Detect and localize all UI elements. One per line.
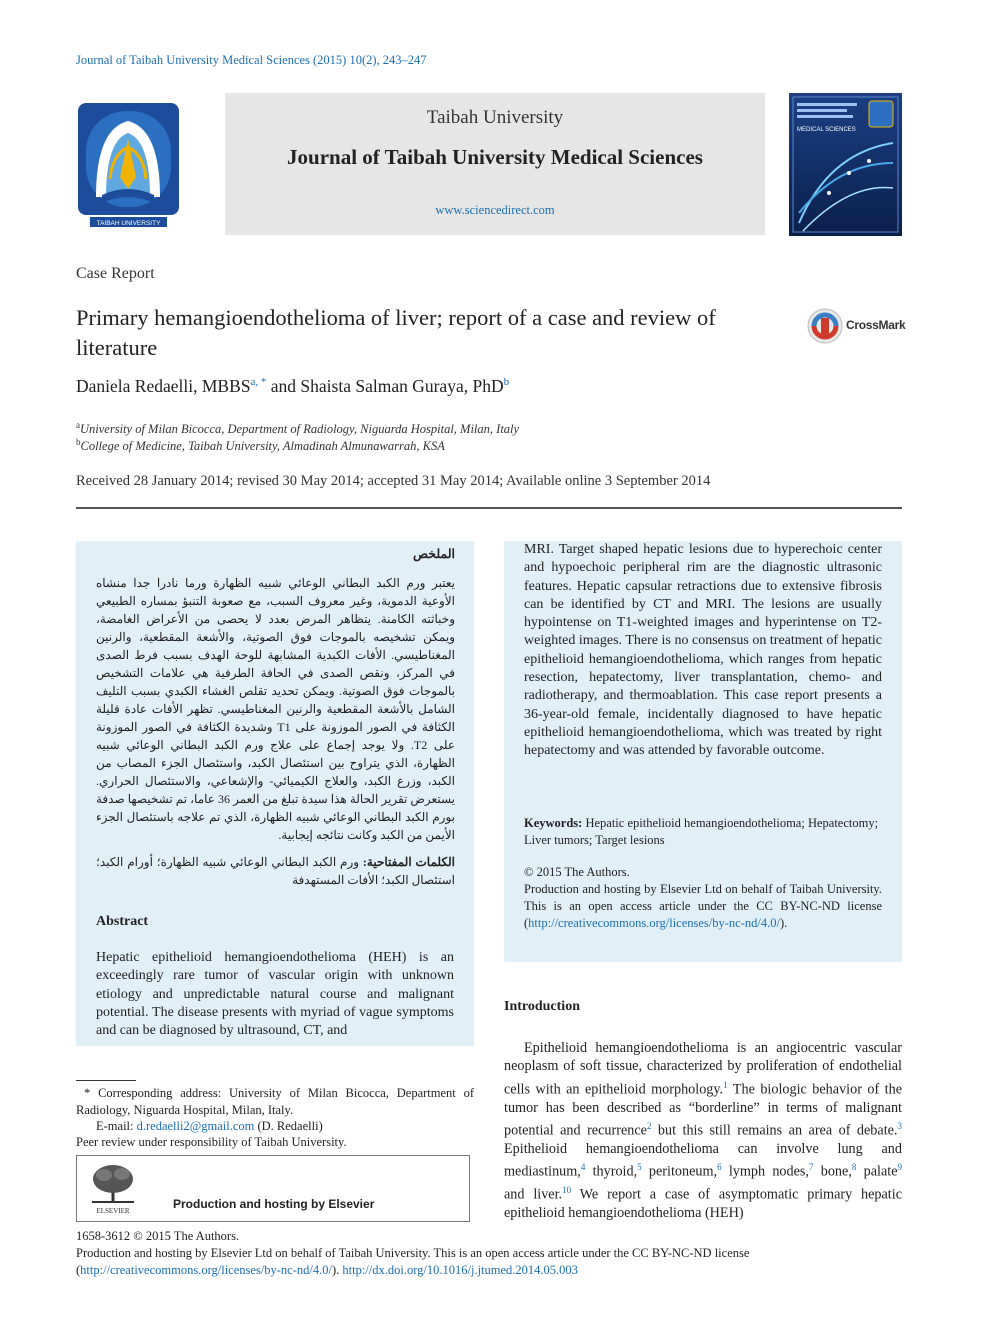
taibah-university-logo (76, 99, 181, 231)
university-name: Taibah University (426, 107, 564, 128)
introduction-heading: Introduction (504, 999, 580, 1014)
running-head: Journal of Taibah University Medical Sciences (2015) 10(2), 243–247 (76, 53, 427, 67)
footer-license-statement (76, 1245, 902, 1279)
email-link[interactable]: d.redaelli2@gmail.com (136, 1119, 255, 1133)
introduction-paragraph (504, 1039, 902, 1223)
intro-text-10: and liver. (504, 1187, 563, 1204)
citation-6[interactable]: 6 (717, 1162, 722, 1173)
citation-8[interactable]: 8 (851, 1162, 857, 1173)
author-list (76, 376, 509, 397)
journal-name: Journal of Taibah University Medical Sciences (287, 145, 703, 169)
article-title: Primary hemangioendothelioma of liver; report of a case and review of literature (76, 305, 716, 360)
abstract-copyright (524, 864, 882, 932)
crossmark-badge[interactable] (806, 307, 906, 345)
arabic-keywords-label: الكلمات المفتاحية: (362, 855, 455, 869)
corresponding-address: * Corresponding address: University of Milan Bicocca, Department of Radiology, Niguarda Hospital, Milan, Italy. (76, 1086, 474, 1117)
author-2-affiliation-mark[interactable]: b (503, 376, 510, 389)
affiliation-a (76, 420, 519, 437)
author-1-name: Daniela Redaelli, MBBS (76, 376, 251, 396)
article-type: Case Report (76, 265, 155, 282)
hosting-statement (524, 881, 882, 932)
header-divider (76, 507, 902, 509)
citation-1[interactable]: 1 (723, 1079, 728, 1090)
citation-7[interactable]: 7 (808, 1162, 814, 1173)
peer-review-note: Peer review under responsibility of Taibah University. (76, 1135, 347, 1149)
arabic-abstract-heading: الملخص (412, 547, 455, 561)
keywords-text: Hepatic epithelioid hemangioendothelioma; Hepatectomy; Liver tumors; Target lesions (524, 816, 879, 847)
intro-text-5: thyroid, (585, 1163, 638, 1180)
keywords (524, 815, 882, 849)
crossmark-icon (806, 307, 844, 345)
intro-text-11: We report a case of asymptomatic primary hepatic epithelioid hemangioendothelioma (HEH) (504, 1187, 902, 1222)
elsevier-tree-logo (86, 1161, 140, 1216)
svg-text:MEDICAL SCIENCES: MEDICAL SCIENCES (797, 127, 856, 133)
keywords-label: Keywords: (524, 816, 583, 830)
email-line (76, 1118, 474, 1135)
intro-text-9: palate (856, 1163, 898, 1180)
intro-text-4: Epithelioid hemangioendothelioma can involve lung and mediastinum, (504, 1140, 902, 1180)
author-1-affiliation-mark[interactable]: a, * (250, 376, 267, 389)
citation-9[interactable]: 9 (897, 1162, 902, 1173)
author-2-name: Shaista Salman Guraya, PhD (300, 376, 504, 396)
article-dates: Received 28 January 2014; revised 30 May 2014; accepted 31 May 2014; Available online 3 September 2014 (76, 473, 711, 489)
intro-text-8: bone, (813, 1163, 852, 1180)
license-link[interactable]: http://creativecommons.org/licenses/by-nc-nd/4.0/ (528, 916, 780, 930)
abstract-text-part2: MRI. Target shaped hepatic lesions due to hyperechoic center and hypoechoic peripheral rim are the diagnostic ultrasonic features. Hepatic capsular retractions due to extensive fibrosis can be identified by CT and MRI. The lesions are usually hypointense on T1-weighted images and hyperintense on T2-weighted images. There is no consensus on treatment of hepatic epithelioid hemangioendothelioma, which ranges from hepatic resection, hepatectomy, liver transplantation, chemo- and radiotherapy, and thermoablation. This case report presents a 36-year-old female, incidentally diagnosed to have hepatic epithelioid hemangioendothelioma, which was treated by right hepatectomy and was attended by favorable outcome. (524, 542, 882, 759)
footer-license-link[interactable]: http://creativecommons.org/licenses/by-nc-nd/4.0/ (80, 1263, 332, 1277)
intro-text-3: but this still remains an area of debate. (651, 1122, 898, 1139)
intro-text-6: peritoneum, (641, 1163, 718, 1180)
svg-text:TAIBAH UNIVERSITY: TAIBAH UNIVERSITY (96, 220, 161, 227)
footer-separator: ). (331, 1263, 343, 1277)
footnote-divider (76, 1080, 136, 1081)
intro-text-7: lymph nodes, (721, 1163, 809, 1180)
crossmark-label: CrossMark (846, 318, 906, 332)
elsevier-hosting-label: Production and hosting by Elsevier (173, 1197, 375, 1211)
journal-cover-image (789, 93, 902, 236)
issn-line: 1658-3612 © 2015 The Authors. (76, 1229, 240, 1243)
arabic-keywords (96, 853, 455, 889)
affiliation-b-text: College of Medicine, Taibah University, Almadinah Almunawarrah, KSA (80, 439, 445, 454)
footer-hosting-text: Production and hosting by Elsevier Ltd on behalf of Taibah University. This is an open access article under the CC BY-NC-ND license ( (76, 1246, 750, 1277)
hosting-end: ). (779, 916, 788, 930)
arabic-keywords-text: ورم الكبد البطاني الوعائي شبيه الظهارة؛ أورام الكبد؛ استئصال الكبد؛ الأفات المستهدفة (96, 855, 455, 887)
citation-4[interactable]: 4 (580, 1162, 586, 1173)
page-footer (76, 1228, 902, 1279)
hosting-text: Production and hosting by Elsevier Ltd on behalf of Taibah University. This is an open access article under the CC BY-NC-ND license ( (524, 882, 882, 930)
arabic-abstract-text: يعتبر ورم الكبد البطاني الوعائي شبيه الظهارة ورما نادرا جدا منشاه الأوعية الدموية، وغير معروف السبب، مع صعوبة التنبؤ بمساره الطبيعي وخباثته الكامنة. يتظاهر المرض بعدد لا يحصى من الأعراض الغامضة، ويمكن تشخيصه بالموجات فوق الصوتية، والأشعة المقطعية، والرنين المغناطيسي. الأفات الكبدية المشابهة للوحة الهدف بسبب فرط الصدى في المركز، ونقص الصدى في الحافة الطرفية هي علامات التشخيص بالموجات فوق الصوتية. ويمكن تحديد تقلص الغشاء الكبدي بسبب التليف الشامل بالأشعة المقطعية والرنين المغناطيسي. تظهر الأفات عادة قليلة الكثافة في الصور الموزونة على T1 وشديدة الكثافة في الصور الموزونة على T2. ولا يوجد إجماع على علاج ورم الكبد البطاني الوعائي شبيه الظهارة، الذي يتراوح بين استئصال الكبد، واستئصال الجزء المصاب من الكبد، وزرع الكبد، والعلاج الكيميائي- والإشعاعي، والاستئصال الحراري. يستعرض تقرير الحالة هذا سيدة تبلغ من العمر 36 عاما، تم تشخيصها صدفة بورم الكبد البطاني الوعائي شبيه الظهارة، الذي تم علاجه باستئصال الجزء الأيمن من الكبد وكانت نتائجه إيجابية. (96, 576, 455, 842)
affiliation-a-mark: a (76, 420, 80, 430)
email-owner: (D. Redaelli) (254, 1119, 323, 1133)
svg-text:ELSEVIER: ELSEVIER (96, 1207, 130, 1215)
intro-text-1: Epithelioid hemangioendothelioma is an angiocentric vascular neoplasm of soft tissue, characterized by proliferation of endothelial cells with an epithelioid morphology. (504, 1040, 902, 1098)
corresponding-author-footnote (76, 1085, 474, 1135)
doi-link[interactable]: http://dx.doi.org/10.1016/j.jtumed.2014.05.003 (342, 1263, 578, 1277)
elsevier-hosting-box (76, 1155, 470, 1222)
abstract-heading: Abstract (96, 914, 149, 929)
citation-5[interactable]: 5 (637, 1162, 642, 1173)
abstract-text-part1: Hepatic epithelioid hemangioendothelioma (HEH) is an exceedingly rare tumor of vascular origin with unknown etiology and unpredictable natural course and malignant potential. The disease presents with myriad of vague symptoms and can be diagnosed by ultrasound, CT, and (96, 950, 454, 1039)
affiliation-a-text: University of Milan Bicocca, Department of Radiology, Niguarda Hospital, Milan, Italy (80, 422, 520, 437)
citation-2[interactable]: 2 (646, 1120, 652, 1131)
affiliation-b-mark: b (76, 437, 81, 447)
citation-3[interactable]: 3 (897, 1120, 902, 1131)
sciencedirect-link[interactable]: www.sciencedirect.com (435, 203, 555, 217)
copyright-line: © 2015 The Authors. (524, 865, 630, 879)
journal-masthead (225, 93, 765, 235)
affiliation-b (76, 437, 445, 454)
email-label: E-mail: (96, 1119, 137, 1133)
citation-10[interactable]: 10 (562, 1185, 572, 1196)
author-conjunction: and (266, 376, 301, 396)
intro-text-2: The biologic behavior of the tumor has been described as “borderline” in terms of malignant potential and recurrence (504, 1081, 902, 1139)
